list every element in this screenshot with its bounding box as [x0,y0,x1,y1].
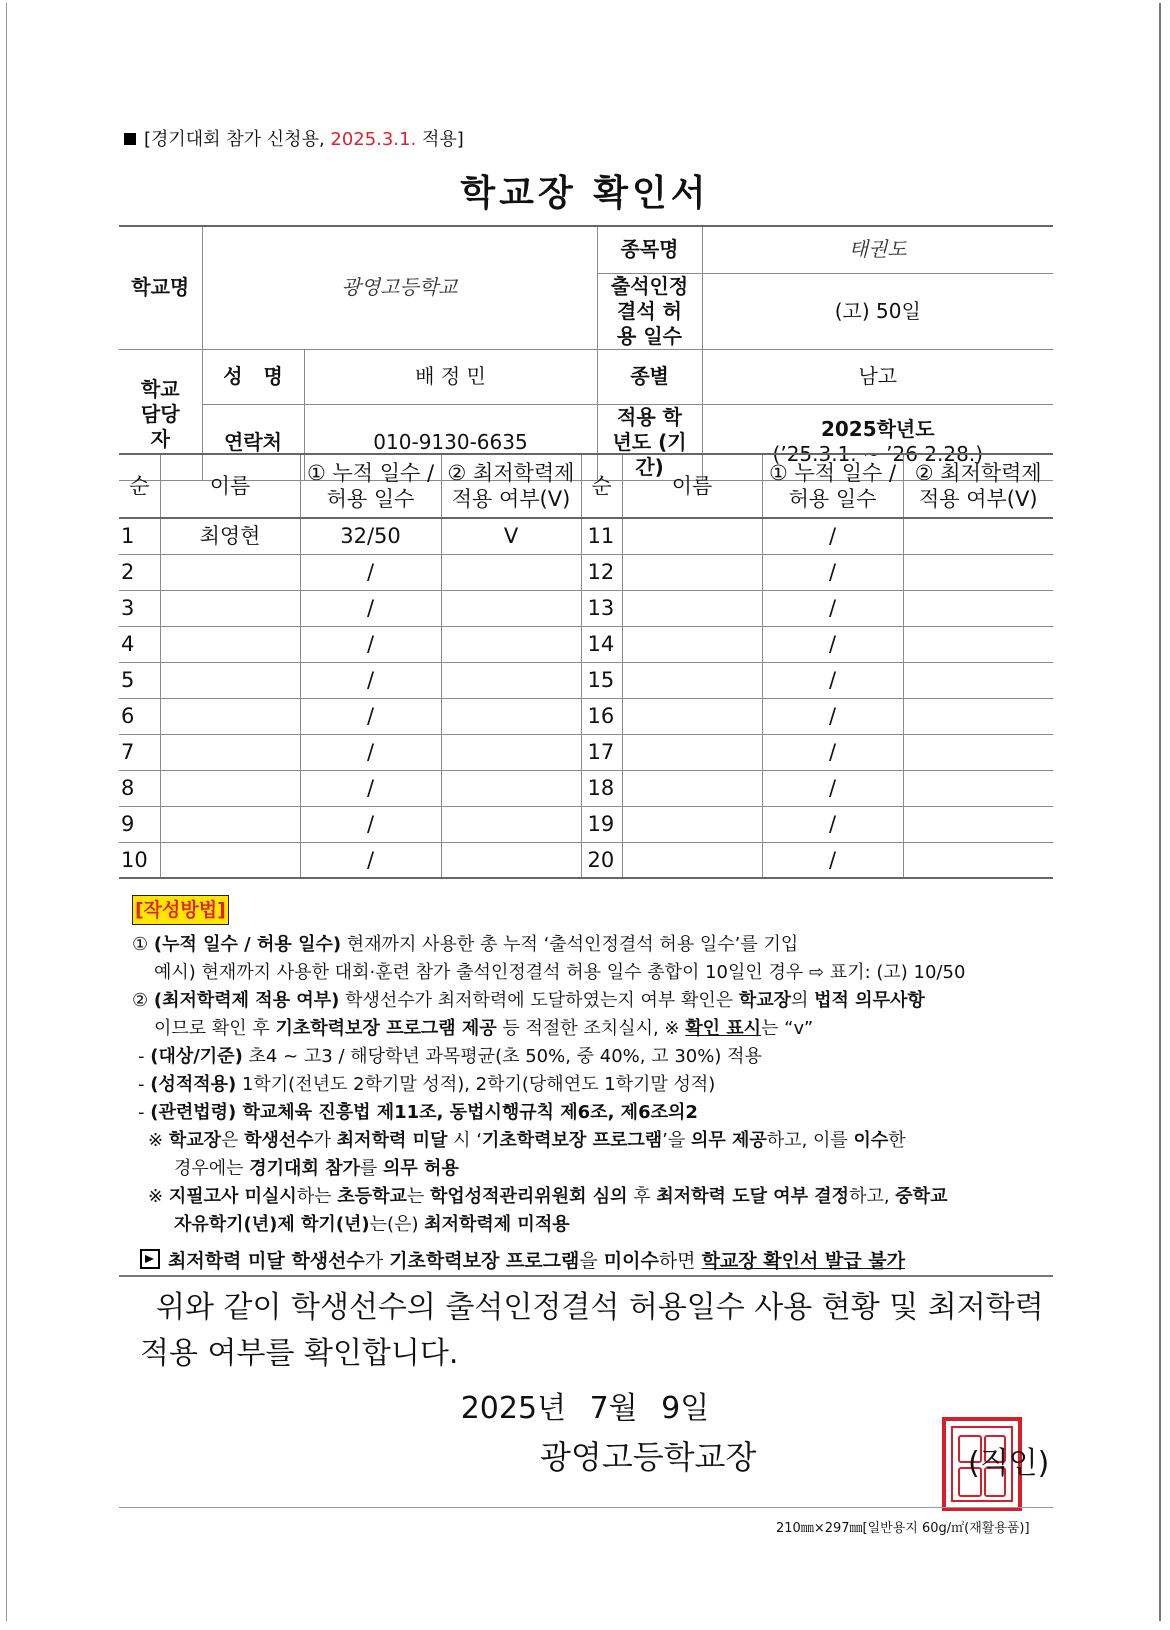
manager-contact-value: 010-9130-6635 [304,404,597,480]
row-days: / [300,734,441,770]
col-days-2: ① 누적 일수 / 허용 일수 [762,454,903,518]
final-notice: 최저학력 미달 학생선수가 기초학력보장 프로그램을 미이수하면 학교장 확인서 발급 불가 [132,1247,1062,1275]
row-min [903,662,1053,698]
row-min [441,842,581,878]
row-days: / [762,842,903,878]
note-2: ※ 지필고사 미실시하는 초등학교는 학업성적관리위원회 심의 후 최저학력 도달 여부 결정하고, 중학교 [148,1186,948,1207]
form-usage-header [124,125,464,151]
allowed-days-label: 출석인정결석 허용 일수 [597,273,702,349]
row-name [160,626,300,662]
row-no: 14 [581,626,622,662]
row-no: 11 [581,518,622,554]
type-label: 종별 [597,349,702,404]
confirmation-text [140,1285,1060,1377]
row-min [903,518,1053,554]
divider-bottom [119,1507,1053,1508]
row-no: 12 [581,554,622,590]
col-no-2: 순 [581,454,622,518]
table-row [119,518,1053,554]
row-days: / [762,590,903,626]
col-min: ② 최저학력제 적용 여부(V) [441,454,581,518]
row-days: / [300,698,441,734]
col-name: 이름 [160,454,300,518]
year-label: 적용 학년도 (기간) [597,404,702,480]
row-days: 32/50 [300,518,441,554]
table-row [119,734,1053,770]
principal-name: 광영고등학교장 [540,1438,757,1476]
allowed-days-value: (고) 50일 [702,273,1053,349]
instructions-heading: [작성방법] [132,895,229,925]
header-suffix: 적용] [416,129,464,150]
row-days: / [300,842,441,878]
row-name [622,806,762,842]
year-value: 2025학년도 [820,417,935,441]
col-name-2: 이름 [622,454,762,518]
square-bullet-icon [124,133,136,145]
row-no: 1 [119,518,160,554]
note-1-line2: 경우에는 경기대회 참가를 의무 허용 [174,1158,459,1179]
row-no: 4 [119,626,160,662]
school-label: 학교명 [119,226,202,349]
row-days: / [300,806,441,842]
header-prefix: [경기대회 참가 신청용, [144,129,331,150]
note-2-line2: 자유학기(년)제 학기(년)는(은) 최저학력제 미적용 [174,1214,570,1235]
row-no: 15 [581,662,622,698]
col-min-2: ② 최저학력제 적용 여부(V) [903,454,1053,518]
arrow-box-icon [140,1249,160,1269]
row-min [903,842,1053,878]
row-days: / [300,662,441,698]
confirm-line-2: 적용 여부를 확인합니다. [140,1336,459,1371]
row-min [903,626,1053,662]
row-days: / [300,554,441,590]
row-min [441,806,581,842]
row-name [160,806,300,842]
school-value: 광영고등학교 [202,226,597,349]
row-name [622,842,762,878]
row-name [622,734,762,770]
instruction-2-line2: 이므로 확인 후 기초학력보장 프로그램 제공 등 적절한 조치실시, ※ 확인 표시는 “v” [154,1018,814,1039]
row-min [441,698,581,734]
row-min [903,554,1053,590]
col-no: 순 [119,454,160,518]
row-name [622,770,762,806]
paper-spec-footer: 210㎜×297㎜[일반용지 60g/㎡(재활용품)] [776,1521,1030,1536]
row-no: 17 [581,734,622,770]
row-no: 18 [581,770,622,806]
row-no: 7 [119,734,160,770]
issue-date: 2025년 7월 9일 [460,1391,710,1426]
manager-contact-label: 연락처 [202,404,304,480]
row-name [622,554,762,590]
row-days: / [762,554,903,590]
target-line: - (대상/기준) 초4 ~ 고3 / 해당학년 과목평균(초 50%, 중 40%, 고 30%) 적용 [138,1046,762,1067]
row-min: V [441,518,581,554]
row-no: 8 [119,770,160,806]
table-row [119,626,1053,662]
school-info-table [119,225,1053,481]
row-name [622,626,762,662]
manager-label: 학교 담당자 [119,349,202,480]
row-days: / [762,770,903,806]
instruction-1-example: 예시) 현재까지 사용한 대회·훈련 참가 출석인정결석 허용 일수 총합이 10일인 경우 ⇨ 표기: (고) 10/50 [154,962,966,983]
table-row [119,662,1053,698]
row-name [160,662,300,698]
sport-value: 태권도 [702,226,1053,273]
sport-label: 종목명 [597,226,702,273]
row-name [622,590,762,626]
row-min [903,806,1053,842]
row-no: 13 [581,590,622,626]
row-days: / [300,590,441,626]
manager-name-value: 배 정 민 [304,349,597,404]
row-days: / [762,698,903,734]
row-days: / [300,626,441,662]
note-1: ※ 학교장은 학생선수가 최저학력 미달 시 ‘기초학력보장 프로그램’을 의무 제공하고, 이를 이수한 [148,1130,906,1151]
row-name [160,590,300,626]
row-no: 5 [119,662,160,698]
type-value: 남고 [702,349,1053,404]
row-no: 2 [119,554,160,590]
instruction-1: ① (누적 일수 / 허용 일수) 현재까지 사용한 총 누적 ‘출석인정결석 허용 일수’를 기입 [132,934,799,955]
row-name [622,662,762,698]
row-name: 최영현 [160,518,300,554]
table-row [119,698,1053,734]
row-days: / [762,734,903,770]
row-name [160,554,300,590]
row-days: / [300,770,441,806]
seal-label: (직인) [968,1446,1050,1481]
row-min [903,734,1053,770]
row-days: / [762,662,903,698]
table-row [119,554,1053,590]
row-min [441,770,581,806]
table-row [119,806,1053,842]
row-min [441,554,581,590]
table-row [119,770,1053,806]
table-row [119,590,1053,626]
row-name [160,698,300,734]
row-days: / [762,626,903,662]
manager-name-label: 성 명 [202,349,304,404]
row-min [441,626,581,662]
row-no: 19 [581,806,622,842]
row-min [903,590,1053,626]
row-no: 3 [119,590,160,626]
year-period: (’25.3.1. ~ ’26 2.28.) [772,442,983,466]
row-no: 16 [581,698,622,734]
row-min [903,770,1053,806]
grade-line: - (성적적용) 1학기(전년도 2학기말 성적), 2학기(당해연도 1학기말 성적) [138,1074,716,1095]
row-days: / [762,806,903,842]
row-no: 10 [119,842,160,878]
instruction-2: ② (최저학력제 적용 여부) 학생선수가 최저학력에 도달하였는지 여부 확인은 학교장의 법적 의무사항 [132,990,925,1011]
student-table [119,453,1053,879]
row-days: / [762,518,903,554]
row-name [622,518,762,554]
row-min [441,734,581,770]
header-date: 2025.3.1. [330,129,417,150]
instructions [132,895,1062,1275]
row-name [160,842,300,878]
confirm-line-1: 위와 같이 학생선수의 출석인정결석 허용일수 사용 현황 및 최저학력 [156,1290,1044,1325]
row-name [160,734,300,770]
row-name [622,698,762,734]
divider-top [119,1275,1053,1277]
row-min [441,662,581,698]
table-row [119,842,1053,878]
col-days: ① 누적 일수 / 허용 일수 [300,454,441,518]
law-line: - (관련법령) 학교체육 진흥법 제11조, 동법시행규칙 제6조, 제6조의2 [138,1102,698,1123]
document-title: 학교장 확인서 [460,173,710,214]
student-table-header [119,454,1053,518]
row-no: 6 [119,698,160,734]
row-min [903,698,1053,734]
row-no: 9 [119,806,160,842]
row-min [441,590,581,626]
row-name [160,770,300,806]
row-no: 20 [581,842,622,878]
